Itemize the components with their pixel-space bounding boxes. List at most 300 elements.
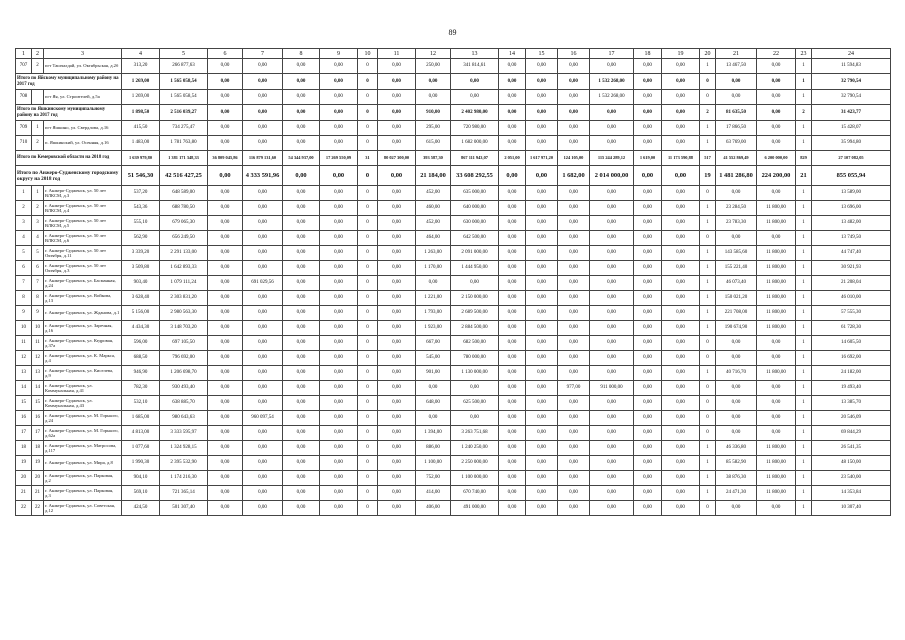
- total-cell: 829: [796, 151, 812, 166]
- table-cell: 15 428,07: [812, 121, 891, 136]
- total-cell: 0,00: [499, 105, 526, 121]
- table-cell: 0,00: [378, 276, 416, 291]
- total-cell: 124 105,00: [558, 151, 590, 166]
- table-cell: 1 221,00: [416, 291, 451, 306]
- table-cell: 0: [358, 471, 378, 486]
- table-cell: 0,00: [451, 381, 499, 396]
- table-cell: 3 263 751,68: [451, 426, 499, 441]
- total-cell: 2 014 000,00: [590, 166, 634, 186]
- table-cell: 688,50: [122, 351, 160, 366]
- table-cell: 46 010,00: [812, 291, 891, 306]
- table-cell: 0,00: [499, 351, 526, 366]
- table-cell: 1: [796, 486, 812, 501]
- table-cell: 1: [796, 246, 812, 261]
- table-cell: 0,00: [558, 186, 590, 201]
- table-cell: 48 150,00: [812, 456, 891, 471]
- table-cell: 903,40: [122, 276, 160, 291]
- table-cell: 960 097,54: [243, 411, 283, 426]
- total-cell: 0,00: [378, 74, 416, 90]
- table-cell: 0,00: [416, 90, 451, 105]
- table-cell: 0,00: [499, 456, 526, 471]
- table-cell: 0,00: [499, 291, 526, 306]
- table-cell: 9: [32, 306, 44, 321]
- table-cell: 630 000,00: [451, 216, 499, 231]
- table-row: [16, 201, 891, 216]
- table-cell: 0,00: [634, 231, 662, 246]
- total-cell: 1 381 171 348,33: [160, 151, 208, 166]
- table-cell: 13 385,70: [812, 396, 891, 411]
- total-label: Итого по Анжеро-Судженскому городскому округу на 2018 год: [16, 166, 122, 186]
- table-cell: 2 980 563,30: [160, 306, 208, 321]
- address-cell: г. Анжеро-Судженск, ул. Жданова, д.1: [44, 306, 122, 321]
- table-cell: 44 747,40: [812, 246, 891, 261]
- table-cell: 0,00: [243, 136, 283, 151]
- table-cell: 543,36: [122, 201, 160, 216]
- table-cell: 1: [700, 201, 716, 216]
- table-cell: 18: [16, 441, 32, 456]
- table-cell: 0,00: [662, 381, 700, 396]
- table-cell: 625 500,00: [451, 396, 499, 411]
- total-cell: 0,00: [558, 105, 590, 121]
- table-cell: 0,00: [558, 471, 590, 486]
- table-cell: 0: [700, 411, 716, 426]
- table-cell: 0: [358, 411, 378, 426]
- table-cell: 17: [16, 426, 32, 441]
- total-cell: 116 879 131,60: [243, 151, 283, 166]
- table-row: [16, 501, 891, 516]
- address-cell: г. Анжеро-Судженск, ул. Парковая, д.3: [44, 486, 122, 501]
- table-cell: 0,00: [558, 231, 590, 246]
- table-cell: 3 148 703,20: [160, 321, 208, 336]
- table-cell: 0,00: [662, 321, 700, 336]
- table-cell: 0,00: [757, 59, 796, 74]
- table-cell: 491 000,00: [451, 501, 499, 516]
- table-cell: 16 692,00: [812, 351, 891, 366]
- table-cell: 752,00: [416, 471, 451, 486]
- table-row: [16, 136, 891, 151]
- table-cell: 46 336,80: [716, 441, 757, 456]
- total-cell: 0,00: [558, 74, 590, 90]
- table-cell: 21: [32, 486, 44, 501]
- table-cell: 0,00: [662, 291, 700, 306]
- table-cell: 1: [700, 59, 716, 74]
- table-cell: 0,00: [757, 90, 796, 105]
- table-cell: 250,00: [416, 59, 451, 74]
- table-cell: 23 783,30: [716, 216, 757, 231]
- table-cell: 648 589,00: [160, 186, 208, 201]
- total-cell: 1 617 971,20: [526, 151, 558, 166]
- table-cell: 667,00: [416, 336, 451, 351]
- table-cell: 11 800,00: [757, 261, 796, 276]
- table-cell: 2 091 000,00: [451, 246, 499, 261]
- table-cell: 0,00: [208, 59, 243, 74]
- total-cell: 21: [796, 166, 812, 186]
- table-cell: 0: [358, 136, 378, 151]
- total-cell: 0,00: [590, 105, 634, 121]
- table-row: [16, 471, 891, 486]
- total-cell: 31 423,77: [812, 105, 891, 121]
- total-cell: 0,00: [757, 105, 796, 121]
- total-cell: 0,00: [757, 74, 796, 90]
- table-cell: 0,00: [757, 186, 796, 201]
- header-cell: 15: [526, 49, 558, 59]
- table-cell: 0,00: [757, 351, 796, 366]
- table-cell: 0,00: [716, 90, 757, 105]
- table-cell: 0,00: [283, 261, 320, 276]
- total-cell: 0: [700, 74, 716, 90]
- total-cell: 0,00: [634, 166, 662, 186]
- header-cell: 5: [160, 49, 208, 59]
- table-cell: 0,00: [320, 486, 358, 501]
- table-cell: 16: [32, 411, 44, 426]
- table-cell: 0,00: [283, 59, 320, 74]
- header-cell: 16: [558, 49, 590, 59]
- table-cell: 0,00: [662, 136, 700, 151]
- total-cell: 31: [358, 151, 378, 166]
- table-cell: 0,00: [634, 246, 662, 261]
- header-cell: 12: [416, 49, 451, 59]
- total-cell: 1 619,00: [634, 151, 662, 166]
- table-cell: 4 434,30: [122, 321, 160, 336]
- table-cell: 0,00: [283, 336, 320, 351]
- total-cell: 80 027 300,00: [378, 151, 416, 166]
- table-cell: 0,00: [243, 471, 283, 486]
- table-cell: 0,00: [558, 291, 590, 306]
- table-cell: 0,00: [558, 411, 590, 426]
- table-cell: 11 800,00: [757, 276, 796, 291]
- table-cell: 721 365,14: [160, 486, 208, 501]
- table-cell: 0,00: [378, 291, 416, 306]
- table-cell: 780 000,00: [451, 351, 499, 366]
- total-cell: 1 682,00: [558, 166, 590, 186]
- table-cell: 1: [796, 396, 812, 411]
- table-cell: 0: [700, 426, 716, 441]
- table-cell: 0,00: [590, 261, 634, 276]
- table-cell: 8: [32, 291, 44, 306]
- table-cell: 0,00: [499, 321, 526, 336]
- header-cell: 1: [16, 49, 32, 59]
- total-cell: 115 244 289,12: [590, 151, 634, 166]
- total-cell: 1: [796, 74, 812, 90]
- table-cell: 5 156,00: [122, 306, 160, 321]
- data-table: [15, 48, 891, 516]
- table-cell: 0,00: [757, 231, 796, 246]
- table-cell: 1: [796, 59, 812, 74]
- table-cell: 0: [700, 336, 716, 351]
- table-cell: 656 249,50: [160, 231, 208, 246]
- total-cell: 0,00: [526, 74, 558, 90]
- table-cell: 0,00: [526, 441, 558, 456]
- table-cell: 0,00: [634, 121, 662, 136]
- table-cell: 0,00: [716, 411, 757, 426]
- table-cell: 4: [32, 231, 44, 246]
- header-cell: 18: [634, 49, 662, 59]
- table-cell: 13: [32, 366, 44, 381]
- table-row: [16, 366, 891, 381]
- total-cell: 2 516 039,27: [160, 105, 208, 121]
- total-row: [16, 74, 891, 90]
- total-cell: 1 898,50: [122, 105, 160, 121]
- table-cell: 708: [16, 90, 32, 105]
- table-cell: 0,00: [526, 336, 558, 351]
- table-cell: 10: [16, 321, 32, 336]
- table-cell: 13 696,00: [812, 201, 891, 216]
- table-cell: 150 021,20: [716, 291, 757, 306]
- address-cell: пгт Яшкино, ул. Свердлова, д.16: [44, 121, 122, 136]
- table-cell: 0,00: [634, 291, 662, 306]
- table-cell: 0,00: [320, 381, 358, 396]
- table-cell: 0,00: [208, 501, 243, 516]
- table-cell: 0,00: [283, 486, 320, 501]
- table-cell: 1 642 893,33: [160, 261, 208, 276]
- table-cell: 0,00: [283, 216, 320, 231]
- table-cell: 0,00: [662, 186, 700, 201]
- table-cell: 1: [796, 456, 812, 471]
- table-cell: 0,00: [499, 121, 526, 136]
- table-cell: 2 395 532,90: [160, 456, 208, 471]
- table-cell: 1: [796, 366, 812, 381]
- table-cell: 1 079 111,24: [160, 276, 208, 291]
- table-cell: 0,00: [662, 426, 700, 441]
- table-cell: 0,00: [634, 426, 662, 441]
- table-cell: 143 585,60: [716, 246, 757, 261]
- table-cell: 0,00: [590, 136, 634, 151]
- table-cell: 0,00: [634, 471, 662, 486]
- table-cell: 13 482,00: [812, 216, 891, 231]
- total-label: Итого по Яшкинскому муниципальному району на 2017 год: [16, 105, 122, 121]
- table-cell: 709: [16, 121, 32, 136]
- total-cell: 393 587,30: [416, 151, 451, 166]
- total-cell: 0,00: [662, 105, 700, 121]
- total-cell: 36 809 045,86: [208, 151, 243, 166]
- table-cell: 0,00: [243, 456, 283, 471]
- table-cell: 0: [358, 306, 378, 321]
- table-cell: 221 708,00: [716, 306, 757, 321]
- table-cell: 0,00: [526, 306, 558, 321]
- table-cell: 0,00: [590, 456, 634, 471]
- table-cell: 734 275,47: [160, 121, 208, 136]
- total-cell: 27 107 082,05: [812, 151, 891, 166]
- table-cell: 1 206 698,70: [160, 366, 208, 381]
- table-cell: 0,00: [716, 231, 757, 246]
- table-row: [16, 291, 891, 306]
- table-cell: 1 990,30: [122, 456, 160, 471]
- table-cell: 0,00: [283, 321, 320, 336]
- table-cell: 0,00: [378, 501, 416, 516]
- address-cell: г. Анжеро-Судженск, ул. Войкова, д.13: [44, 291, 122, 306]
- table-cell: 1: [700, 136, 716, 151]
- table-cell: 691 029,56: [243, 276, 283, 291]
- table-cell: 0,00: [499, 411, 526, 426]
- table-cell: 13 467,50: [716, 59, 757, 74]
- address-cell: г. Анжеро-Судженск, ул. М. Горького, д.62а: [44, 426, 122, 441]
- table-cell: 0,00: [526, 136, 558, 151]
- table-cell: 0,00: [320, 59, 358, 74]
- table-cell: 61 728,30: [812, 321, 891, 336]
- header-cell: 21: [716, 49, 757, 59]
- table-cell: 0,00: [320, 351, 358, 366]
- table-cell: 24 182,00: [812, 366, 891, 381]
- table-cell: 0,00: [499, 306, 526, 321]
- table-cell: 0,00: [378, 426, 416, 441]
- table-cell: 0,00: [320, 501, 358, 516]
- table-cell: 406,00: [416, 501, 451, 516]
- table-cell: 0: [358, 456, 378, 471]
- table-cell: 1 130 000,00: [451, 366, 499, 381]
- table-cell: 2 884 500,00: [451, 321, 499, 336]
- table-row: [16, 411, 891, 426]
- table-cell: 0: [700, 90, 716, 105]
- table-cell: 1 077,60: [122, 441, 160, 456]
- total-cell: 54 344 937,00: [283, 151, 320, 166]
- table-cell: 638 885,70: [160, 396, 208, 411]
- table-cell: 32 790,54: [812, 90, 891, 105]
- table-cell: 0,00: [499, 501, 526, 516]
- table-cell: 8: [16, 291, 32, 306]
- table-cell: 0,00: [499, 186, 526, 201]
- table-cell: 22: [16, 501, 32, 516]
- table-cell: 0,00: [243, 351, 283, 366]
- table-cell: 0: [358, 441, 378, 456]
- table-cell: 1: [796, 381, 812, 396]
- header-cell: 10: [358, 49, 378, 59]
- table-cell: 14: [16, 381, 32, 396]
- table-cell: 0,00: [208, 231, 243, 246]
- table-cell: 0,00: [378, 351, 416, 366]
- total-cell: 17 269 550,09: [320, 151, 358, 166]
- table-cell: 1: [796, 306, 812, 321]
- total-cell: 2: [700, 105, 716, 121]
- table-cell: 17: [32, 426, 44, 441]
- table-cell: 0,00: [634, 216, 662, 231]
- table-cell: 0: [358, 59, 378, 74]
- table-cell: 0,00: [716, 336, 757, 351]
- table-cell: 0,00: [634, 261, 662, 276]
- table-cell: 0,00: [283, 351, 320, 366]
- table-cell: 11 800,00: [757, 486, 796, 501]
- table-cell: 0,00: [208, 411, 243, 426]
- table-cell: 0,00: [243, 59, 283, 74]
- table-cell: 682 500,00: [451, 336, 499, 351]
- table-cell: 2: [32, 136, 44, 151]
- table-cell: 1: [796, 276, 812, 291]
- table-cell: 0,00: [208, 121, 243, 136]
- table-cell: 0,00: [499, 336, 526, 351]
- table-cell: 0,00: [283, 276, 320, 291]
- table-cell: 0,00: [243, 501, 283, 516]
- table-cell: 0,00: [320, 456, 358, 471]
- table-cell: 1: [700, 276, 716, 291]
- table-cell: 0,00: [320, 136, 358, 151]
- table-cell: 12: [32, 351, 44, 366]
- table-cell: 0,00: [662, 121, 700, 136]
- table-cell: 0,00: [451, 90, 499, 105]
- table-cell: 707: [16, 59, 32, 74]
- total-cell: 0,00: [208, 166, 243, 186]
- table-cell: 1: [796, 351, 812, 366]
- table-row: [16, 426, 891, 441]
- address-cell: г. Анжеро-Судженск, ул. Коммунальная, д.43: [44, 396, 122, 411]
- table-cell: 0,00: [590, 396, 634, 411]
- table-cell: 0,00: [378, 121, 416, 136]
- table-cell: 0,00: [634, 411, 662, 426]
- table-cell: 14: [32, 381, 44, 396]
- table-cell: 11 800,00: [757, 246, 796, 261]
- table-cell: 1: [796, 136, 812, 151]
- table-cell: 0: [358, 366, 378, 381]
- table-cell: 0,00: [662, 486, 700, 501]
- address-cell: п. Яшкинский, ул. Осенняя, д.16: [44, 136, 122, 151]
- table-cell: 0,00: [590, 201, 634, 216]
- table-cell: 0,00: [662, 90, 700, 105]
- table-cell: 0,00: [634, 186, 662, 201]
- table-cell: 0,00: [320, 336, 358, 351]
- table-cell: 0,00: [499, 381, 526, 396]
- table-cell: 0,00: [662, 276, 700, 291]
- table-cell: 0,00: [283, 426, 320, 441]
- table-cell: 4 813,00: [122, 426, 160, 441]
- table-cell: 977,00: [558, 381, 590, 396]
- table-cell: 26 541,35: [812, 441, 891, 456]
- table-cell: 0,00: [320, 306, 358, 321]
- table-cell: 0: [358, 396, 378, 411]
- table-cell: 12: [16, 351, 32, 366]
- table-cell: 0,00: [499, 231, 526, 246]
- table-cell: 0,00: [662, 471, 700, 486]
- total-cell: 2: [796, 105, 812, 121]
- table-cell: 0,00: [243, 426, 283, 441]
- total-cell: 517: [700, 151, 716, 166]
- table-cell: 0,00: [662, 59, 700, 74]
- table-cell: 0,00: [558, 396, 590, 411]
- table-cell: 1 170,00: [416, 261, 451, 276]
- table-cell: 0,00: [526, 261, 558, 276]
- header-cell: 14: [499, 49, 526, 59]
- table-cell: 0,00: [208, 216, 243, 231]
- total-cell: 0,00: [716, 74, 757, 90]
- table-cell: 0,00: [526, 426, 558, 441]
- table-cell: 424,50: [122, 501, 160, 516]
- table-cell: 1: [796, 186, 812, 201]
- table-cell: 0,00: [499, 136, 526, 151]
- table-cell: 0,00: [283, 186, 320, 201]
- table-cell: 1 240 250,00: [451, 441, 499, 456]
- table-cell: 0,00: [416, 276, 451, 291]
- table-cell: 537,20: [122, 186, 160, 201]
- table-cell: 23 540,00: [812, 471, 891, 486]
- table-cell: 15: [32, 396, 44, 411]
- table-cell: 0,00: [378, 201, 416, 216]
- table-cell: 5: [16, 246, 32, 261]
- total-cell: 224 200,00: [757, 166, 796, 186]
- table-cell: 901,00: [416, 366, 451, 381]
- total-cell: 11 173 590,88: [662, 151, 700, 166]
- table-cell: 0,00: [590, 351, 634, 366]
- table-cell: 0,00: [590, 231, 634, 246]
- table-cell: 0,00: [243, 321, 283, 336]
- table-cell: 0,00: [243, 246, 283, 261]
- table-cell: 40 716,70: [716, 366, 757, 381]
- table-cell: 0,00: [378, 216, 416, 231]
- table-cell: 0,00: [208, 426, 243, 441]
- table-cell: 0,00: [558, 136, 590, 151]
- table-row: [16, 396, 891, 411]
- table-cell: 0,00: [499, 396, 526, 411]
- total-cell: 1 532 268,00: [590, 74, 634, 90]
- table-cell: 295,00: [416, 121, 451, 136]
- table-cell: 0,00: [558, 501, 590, 516]
- table-cell: 1: [700, 486, 716, 501]
